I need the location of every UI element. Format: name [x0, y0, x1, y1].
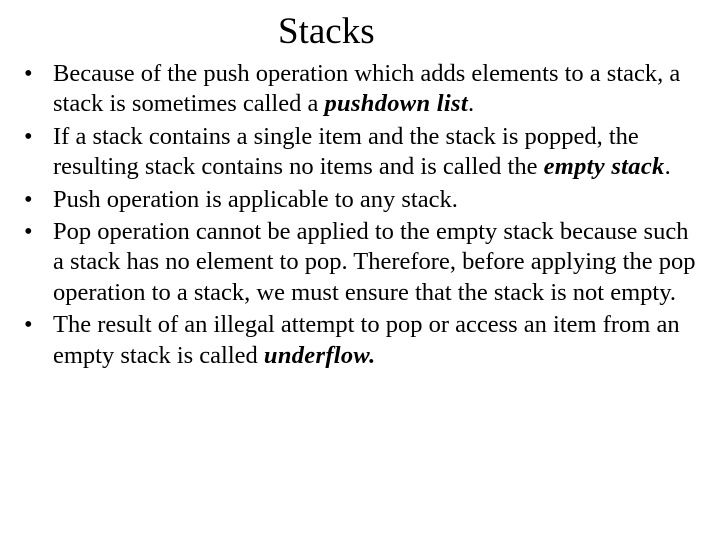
bullet-text: If a stack contains a single item and the stack is popped, the resulting stack contains no items and is called the — [53, 122, 639, 181]
bullet-marker: • — [24, 311, 33, 339]
bullet-text: The result of an illegal attempt to pop or access an item from an empty stack is called — [53, 311, 680, 369]
bullet-text: . — [467, 90, 475, 118]
bullet-marker: • — [24, 185, 33, 213]
bullet-marker: • — [24, 122, 33, 150]
bullet-item — [24, 185, 704, 215]
bullet-marker: • — [24, 218, 33, 246]
bullet-list — [24, 59, 704, 373]
bullet-text: . — [664, 153, 671, 181]
bullet-marker: • — [24, 60, 33, 87]
bullet-text: Push operation is applicable to any stack. — [53, 185, 458, 213]
bullet-text: Pop operation cannot be applied to the empty stack because such a stack has no element to pop. Therefore, before applying the pop operation to a stack, we must ensure that the stack is not empty. — [53, 218, 696, 306]
term-empty-stack: empty stack — [543, 153, 665, 181]
bullet-item — [24, 59, 704, 120]
bullet-item — [24, 217, 704, 308]
slide-title: Stacks — [278, 11, 375, 52]
bullet-item — [24, 310, 704, 371]
bullet-item — [24, 122, 704, 183]
term-pushdown-list: pushdown list — [324, 90, 468, 118]
bullet-text: Because of the push operation which adds elements to a stack, a stack is sometimes called a — [53, 60, 681, 118]
term-underflow: underflow. — [263, 341, 376, 369]
